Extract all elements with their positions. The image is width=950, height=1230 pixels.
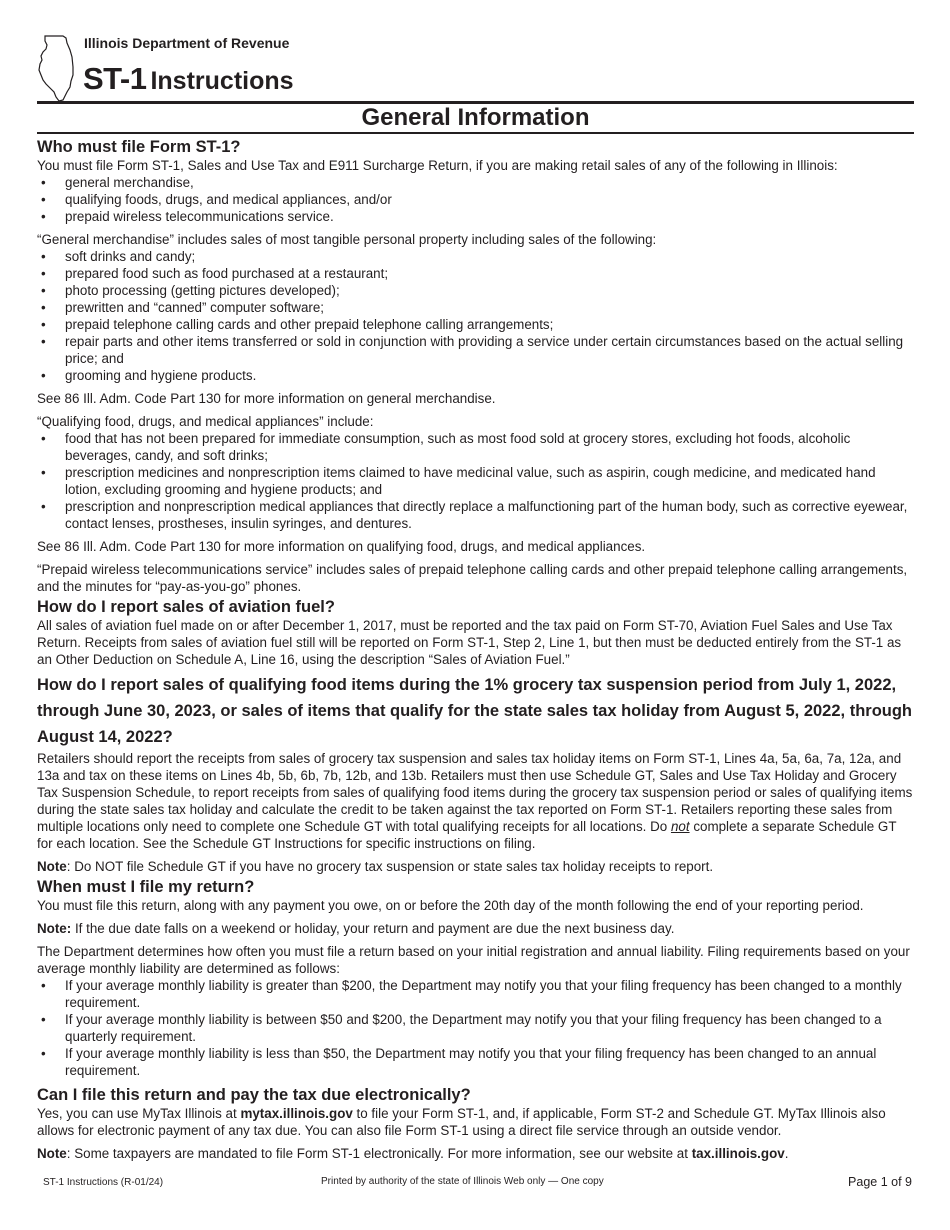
list-item: • If your average monthly liability is less than $50, the Department may notify you that your filing frequency has been changed to an annual requirement.: [37, 1045, 914, 1079]
tax-website-link[interactable]: tax.illinois.gov: [691, 1146, 785, 1161]
text-run: Yes, you can use MyTax Illinois at: [37, 1106, 241, 1121]
note: [37, 858, 914, 875]
section-rule: [37, 132, 914, 134]
list-filing-frequency: [37, 977, 914, 1079]
printing-authority: Printed by authority of the state of Illinois Web only — One copy: [321, 1176, 604, 1187]
list-item: • prepaid telephone calling cards and other prepaid telephone calling arrangements;: [37, 316, 914, 333]
mytax-link[interactable]: mytax.illinois.gov: [240, 1106, 353, 1121]
paragraph: See 86 Ill. Adm. Code Part 130 for more information on general merchandise.: [37, 391, 496, 406]
list-item: • food that has not been prepared for immediate consumption, such as most food sold at grocery stores, excluding hot foods, alcoholic beverages, candy, and soft drinks;: [37, 430, 914, 464]
note-label: Note:: [37, 921, 72, 936]
paragraph: “Qualifying food, drugs, and medical appliances” include:: [37, 414, 374, 429]
form-revision: ST-1 Instructions (R-01/24): [43, 1177, 164, 1188]
note: [37, 1145, 914, 1162]
agency-name: Illinois Department of Revenue: [84, 35, 290, 51]
heading-when-file: When must I file my return?: [37, 878, 255, 896]
form-title: [83, 61, 294, 97]
form-header: [37, 0, 914, 101]
text-run: .: [784, 1146, 789, 1161]
page: [37, 0, 914, 1161]
heading-who-must-file: Who must file Form ST-1?: [37, 138, 241, 156]
list-item: • prescription and nonprescription medical appliances that directly replace a malfunctioning part of the human body, such as corrective eyewear, contact lenses, prostheses, insulin syringes, and dentures.: [37, 498, 914, 532]
text-run: to file your Form ST-1, and, if applicable, Form ST-2 and Schedule GT. MyTax Illinois also allows for electronic payment of any tax due. You can also file Form ST-1 using a direct file service through an outside vendor.: [37, 1106, 886, 1138]
form-title-word: Instructions: [150, 67, 294, 95]
paragraph: You must file Form ST-1, Sales and Use Tax and E911 Surcharge Return, if you are making retail sales of any of the following in Illinois:: [37, 158, 838, 173]
paragraph: All sales of aviation fuel made on or after December 1, 2017, must be reported and the tax paid on Form ST-70, Aviation Fuel Sales and Use Tax Return. Receipts from sales of aviation fuel still will be reported on Form ST-1, Step 2, Line 1, but then must be deducted entirely from the ST-1 as an Other Deduction on Schedule A, Line 16, using the description “Sales of Aviation Fuel.”: [37, 618, 902, 667]
note: [37, 920, 914, 937]
note-text: : Some taxpayers are mandated to file Form ST-1 electronically. For more information, see our website at: [66, 1146, 692, 1161]
list-item: • general merchandise,: [37, 174, 914, 191]
note-label: Note: [37, 859, 67, 874]
paragraph: You must file this return, along with any payment you owe, on or before the 20th day of the month following the end of your reporting period.: [37, 898, 864, 913]
illinois-outline-icon: [37, 34, 77, 102]
list-sale-types: [37, 174, 914, 225]
list-item: • prepaid wireless telecommunications service.: [37, 208, 914, 225]
paragraph: See 86 Ill. Adm. Code Part 130 for more information on qualifying food, drugs, and medical appliances.: [37, 539, 646, 554]
list-item: • grooming and hygiene products.: [37, 367, 914, 384]
paragraph: “Prepaid wireless telecommunications service” includes sales of prepaid telephone calling cards and other prepaid telephone calling arrangements, and the minutes for “pay-as-you-go” phones.: [37, 562, 908, 594]
paragraph: “General merchandise” includes sales of most tangible personal property including sales of the following:: [37, 232, 657, 247]
heading-grocery-suspension: How do I report sales of qualifying food items during the 1% grocery tax suspension period from July 1, 2022, through June 30, 2023, or sales of items that qualify for the state sales tax holiday from August 5, 2022, through August 14, 2022?: [37, 676, 913, 746]
heading-aviation-fuel: How do I report sales of aviation fuel?: [37, 598, 335, 616]
form-number: ST-1: [83, 61, 147, 96]
page-number: Page 1 of 9: [848, 1175, 912, 1189]
emphasis-text: not: [670, 819, 690, 834]
list-item: • photo processing (getting pictures developed);: [37, 282, 914, 299]
list-item: • prescription medicines and nonprescription items claimed to have medicinal value, such as aspirin, cough medicine, and medicated hand lotion, excluding grooming and hygiene products; and: [37, 464, 914, 498]
note-text: : Do NOT file Schedule GT if you have no grocery tax suspension or state sales tax holiday receipts to report.: [66, 859, 714, 874]
list-item: • qualifying foods, drugs, and medical appliances, and/or: [37, 191, 914, 208]
list-item: • prepared food such as food purchased at a restaurant;: [37, 265, 914, 282]
list-item: • prewritten and “canned” computer software;: [37, 299, 914, 316]
note-label: Note: [37, 1146, 67, 1161]
text-run: Retailers should report the receipts from sales of grocery tax suspension and sales tax holiday items on Form ST-1, Lines 4a, 5a, 6a, 7a, 12a, and 13a and tax on these items on Lines 4b, 5b, 6b, 7b, 12b, and 13b. Retailers must then use Schedule GT, Sales and Use Tax Holiday and Grocery Tax Suspension Schedule, to report receipts from sales of qualifying food items during the grocery tax suspension period or sales of qualifying items during the state sales tax holiday and calculate the credit to be taken against the tax reported on Form ST-1. Retailers reporting these sales from multiple locations only need to complete one Schedule GT with total qualifying receipts for all locations. Do: [37, 751, 913, 834]
section-title: General Information: [361, 104, 590, 131]
paragraph: [37, 1105, 914, 1139]
list-item: • If your average monthly liability is between $50 and $200, the Department may notify you that your filing frequency has been changed to a quarterly requirement.: [37, 1011, 914, 1045]
note-text: If the due date falls on a weekend or holiday, your return and payment are due the next business day.: [71, 921, 675, 936]
list-general-merchandise: [37, 248, 914, 384]
text-run: complete a separate Schedule GT for each location. See the Schedule GT Instructions for specific instructions on filing.: [37, 819, 897, 851]
paragraph: The Department determines how often you must file a return based on your initial registration and annual liability. Filing requirements based on your average monthly liability are determined as follows:: [37, 944, 910, 976]
list-item: • soft drinks and candy;: [37, 248, 914, 265]
heading-file-electronically: Can I file this return and pay the tax due electronically?: [37, 1086, 471, 1104]
list-item: • If your average monthly liability is greater than $200, the Department may notify you that your filing frequency has been changed to a monthly requirement.: [37, 977, 914, 1011]
paragraph: [37, 750, 914, 852]
instructions-body: [37, 137, 914, 1168]
list-qualifying-food: [37, 430, 914, 532]
list-item: • repair parts and other items transferred or sold in conjunction with providing a service under certain circumstances based on the actual selling price; and: [37, 333, 914, 367]
